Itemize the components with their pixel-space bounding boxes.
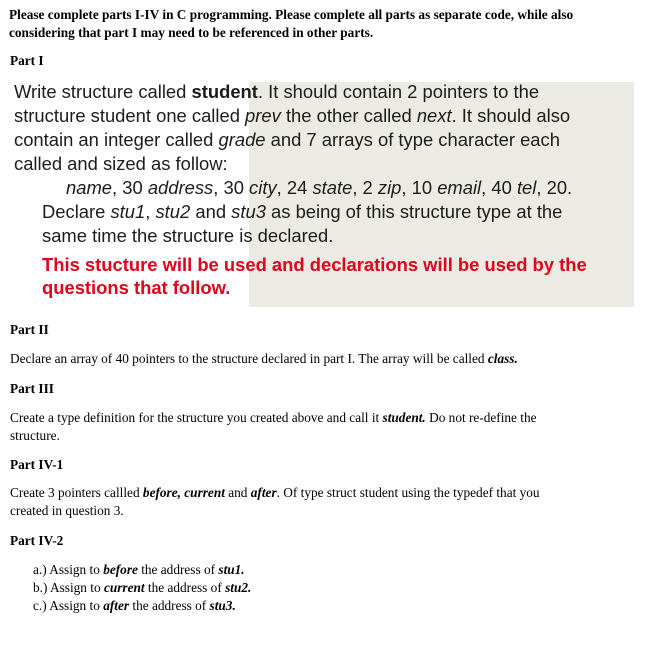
text-span: and bbox=[190, 201, 232, 222]
text-span: , 30 bbox=[112, 177, 148, 198]
text-span: . It should contain 2 pointers to the bbox=[257, 81, 540, 102]
list-item bbox=[33, 597, 251, 615]
field-name: name bbox=[66, 177, 113, 198]
part-3-heading: Part III bbox=[10, 381, 54, 396]
text-span: , 40 bbox=[481, 177, 517, 198]
intro-line-1: Please complete parts I-IV in C programming. Please complete all parts as separate code, while also bbox=[9, 7, 574, 22]
text-span: contain an integer called bbox=[14, 129, 219, 150]
list-item bbox=[33, 561, 251, 579]
part-2-heading: Part II bbox=[10, 322, 49, 337]
array-name: class. bbox=[487, 351, 518, 366]
part-4-1-heading: Part IV-1 bbox=[10, 457, 64, 472]
part-2-text bbox=[10, 350, 610, 368]
text-span: b.) Assign to bbox=[33, 580, 104, 595]
text-span: structure. bbox=[10, 428, 60, 443]
text-span: c.) Assign to bbox=[33, 598, 104, 613]
text-span: created in question 3. bbox=[10, 503, 124, 518]
field-name: state bbox=[312, 177, 353, 198]
field-name: email bbox=[437, 177, 482, 198]
part-4-1-text bbox=[10, 484, 610, 520]
text-span: , 2 bbox=[352, 177, 378, 198]
screenshot-line bbox=[14, 200, 634, 224]
struct-name: student bbox=[191, 81, 258, 102]
text-span: and 7 arrays of type character each bbox=[265, 129, 560, 150]
text-span: the address of bbox=[144, 580, 226, 595]
list-item bbox=[33, 579, 251, 597]
text-span: Do not re-define the bbox=[425, 410, 537, 425]
screenshot-line bbox=[14, 128, 634, 152]
target-name: stu1. bbox=[218, 562, 245, 577]
text-span: , 30 bbox=[213, 177, 250, 198]
screenshot-note-red: questions that follow. bbox=[42, 277, 231, 298]
part-1-screenshot bbox=[10, 78, 634, 307]
text-span: Write structure called bbox=[14, 81, 192, 102]
text-span: structure student one called bbox=[14, 105, 246, 126]
pointer-name: current bbox=[103, 580, 145, 595]
intro-line-2: considering that part I may need to be referenced in other parts. bbox=[9, 25, 374, 40]
text-span: a.) Assign to bbox=[33, 562, 104, 577]
text-span: Declare bbox=[42, 201, 111, 222]
field-name: city bbox=[249, 177, 277, 198]
text-span: and bbox=[224, 485, 251, 500]
screenshot-note-red: This stucture will be used and declarations will be used by the bbox=[42, 254, 587, 275]
screenshot-line: called and sized as follow: bbox=[14, 153, 228, 174]
intro-instructions bbox=[9, 6, 639, 42]
text-span: , 20. bbox=[536, 177, 573, 198]
screenshot-text bbox=[14, 80, 634, 299]
field-name: next bbox=[416, 105, 452, 126]
part-3-text bbox=[10, 409, 610, 445]
part-1-heading: Part I bbox=[10, 53, 44, 68]
field-name: grade bbox=[218, 129, 266, 150]
field-name: zip bbox=[377, 177, 402, 198]
screenshot-line: same time the structure is declared. bbox=[42, 225, 334, 246]
pointer-names: before, current bbox=[142, 485, 225, 500]
text-span: Declare an array of 40 pointers to the structure declared in part I. The array will be called bbox=[10, 351, 488, 366]
screenshot-line bbox=[14, 176, 634, 200]
target-name: stu2. bbox=[225, 580, 252, 595]
text-span: the other called bbox=[280, 105, 417, 126]
text-span: . Of type struct student using the typedef that you bbox=[276, 485, 540, 500]
pointer-name: after bbox=[250, 485, 277, 500]
field-name: tel bbox=[516, 177, 537, 198]
text-span: as being of this structure type at the bbox=[265, 201, 563, 222]
text-span: , bbox=[145, 201, 156, 222]
var-name: stu2 bbox=[155, 201, 191, 222]
pointer-name: after bbox=[103, 598, 130, 613]
text-span: the address of bbox=[129, 598, 210, 613]
part-4-2-list bbox=[33, 561, 251, 615]
screenshot-line bbox=[14, 80, 634, 104]
text-span: Create 3 pointers callled bbox=[10, 485, 143, 500]
part-4-2-heading: Part IV-2 bbox=[10, 533, 64, 548]
text-span: . It should also bbox=[451, 105, 571, 126]
var-name: stu1 bbox=[110, 201, 146, 222]
field-name: prev bbox=[245, 105, 281, 126]
text-span: , 10 bbox=[401, 177, 438, 198]
field-name: address bbox=[147, 177, 214, 198]
pointer-name: before bbox=[103, 562, 138, 577]
target-name: stu3. bbox=[209, 598, 236, 613]
screenshot-line bbox=[14, 104, 634, 128]
text-span: the address of bbox=[137, 562, 219, 577]
typedef-name: student. bbox=[382, 410, 426, 425]
var-name: stu3 bbox=[231, 201, 266, 222]
text-span: , 24 bbox=[276, 177, 313, 198]
text-span: Create a type definition for the structure you created above and call it bbox=[10, 410, 383, 425]
